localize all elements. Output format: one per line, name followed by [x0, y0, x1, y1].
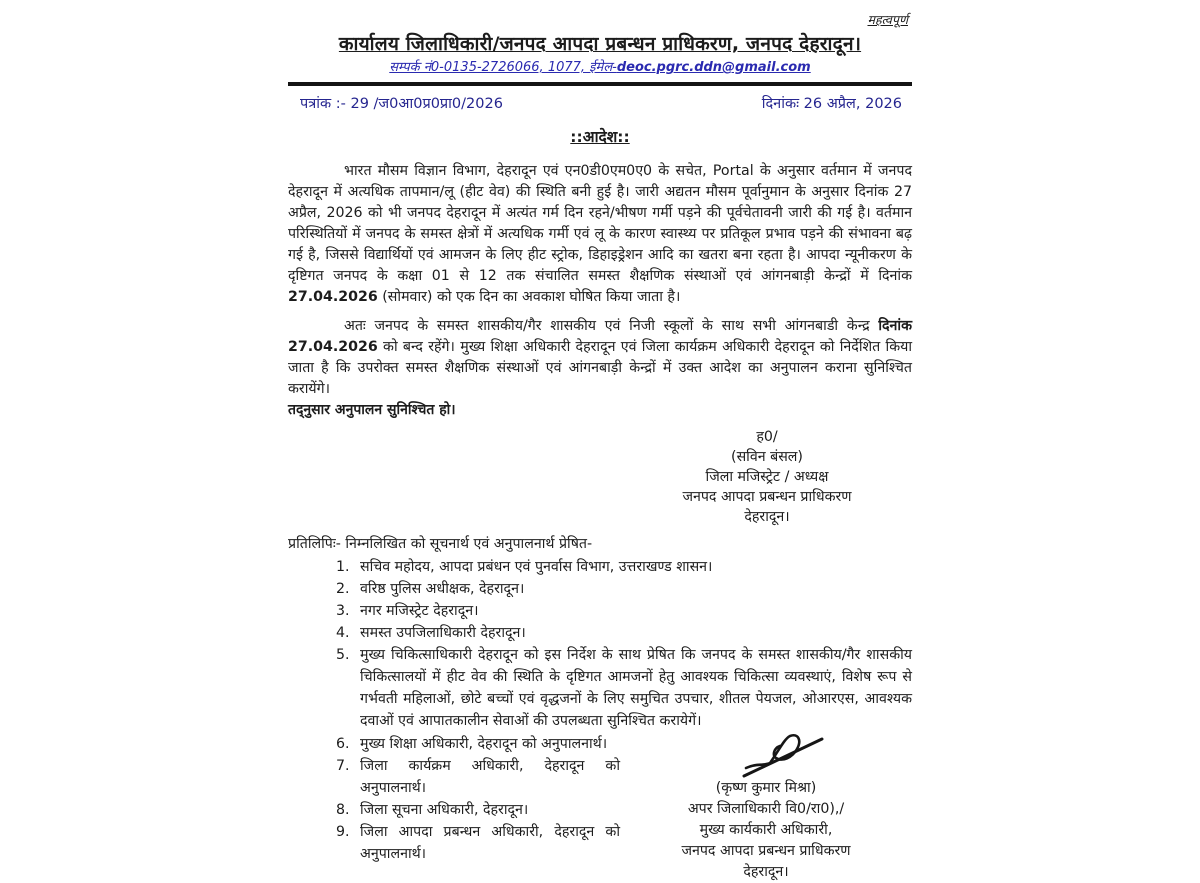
- bottom-section: [288, 732, 912, 883]
- signatory-designation: जिला मजिस्ट्रेट / अध्यक्ष: [705, 469, 829, 485]
- copy-item-text: वरिष्ठ पुलिस अधीक्षक, देहरादून।: [360, 581, 525, 597]
- copy-item-text: जिला सूचना अधिकारी, देहरादून।: [360, 802, 529, 818]
- copy-item-number: 4.: [336, 625, 350, 641]
- letter-number: पत्रांक :- 29 /ज0आ0प्र0प्रा0/2026: [300, 96, 503, 112]
- signatory-place: देहरादून।: [744, 509, 790, 525]
- copy-list-item: [288, 622, 912, 644]
- copies-heading: प्रतिलिपिः- निम्नलिखित को सूचनार्थ एवं अनुपालनार्थ प्रेषित-: [288, 536, 593, 552]
- office-title: कार्यालय जिलाधिकारी/जनपद आपदा प्रबन्धन प्राधिकरण, जनपद देहरादून।: [338, 33, 862, 55]
- official-order-document: [288, 0, 912, 883]
- signatory-place: देहरादून।: [743, 864, 789, 880]
- copy-list-item: [288, 821, 620, 865]
- order-paragraph-2: [288, 316, 912, 400]
- signature-block-dm: [624, 427, 910, 527]
- signed-abbreviation: ह0/: [756, 429, 778, 445]
- copy-list-item: [288, 600, 912, 622]
- copy-list: [288, 556, 912, 732]
- copy-item-text: सचिव महोदय, आपदा प्रबंधन एवं पुनर्वास विभाग, उत्तराखण्ड शासन।: [360, 559, 713, 575]
- order-heading: ::आदेश::: [570, 128, 630, 146]
- copy-item-number: 9.: [336, 824, 350, 840]
- copy-item-number: 1.: [336, 559, 350, 575]
- paragraph-text: अतः जनपद के समस्त शासकीय/गैर शासकीय एवं निजी स्कूलों के साथ सभी आंगनबाडी केन्द्र: [344, 318, 879, 334]
- holiday-date-bold: 27.04.2026: [288, 289, 378, 305]
- contact-line: [288, 59, 912, 77]
- signature-scribble-icon: [736, 726, 828, 782]
- copy-list-item: [288, 799, 620, 821]
- paragraph-text: (सोमवार) को एक दिन का अवकाश घोषित किया जाता है।: [377, 289, 681, 305]
- letter-date: दिनांकः 26 अप्रैल, 2026: [761, 96, 902, 112]
- compliance-note: तद्नुसार अनुपालन सुनिश्चित हो।: [288, 402, 456, 418]
- copy-item-text: समस्त उपजिलाधिकारी देहरादून।: [360, 625, 526, 641]
- copy-item-number: 2.: [336, 581, 350, 597]
- copy-list-item: [288, 644, 912, 732]
- signatory-name: (सविन बंसल): [731, 449, 803, 465]
- paragraph-text: भारत मौसम विज्ञान विभाग, देहरादून एवं एन0डी0एम0ए0 के सचेत, Portal के अनुसार वर्तमान में जनपद देहरादून में अत्यधिक तापमान/लू (हीट वेव) की स्थिति बनी हुई है। जारी अद्यतन मौसम पूर्वानुमान के अनुसार दिनांक 27 अप्रैल, 2026 को भी जनपद देहरादून में अत्यंत गर्म दिन रहने/भीषण गर्मी पड़ने की पूर्वचेतावनी जारी की गई है। वर्तमान परिस्थितियों में जनपद के समस्त क्षेत्रों में अत्यधिक गर्मी एवं लू के कारण स्वास्थ्य पर प्रतिकूल प्रभाव पड़ने की संभावना बढ़ गई है, जिससे विद्यार्थियों एवं आमजन के लिए हीट स्ट्रोक, डिहाइड्रेशन आदि का खतरा बना रहता है। आपदा न्यूनीकरण के दृष्टिगत जनपद के कक्षा 01 से 12 तक संचालित समस्त शैक्षणिक संस्थाओं एवं आंगनबाड़ी केन्द्रों में दिनांक: [288, 163, 912, 284]
- copy-list-item: [288, 733, 620, 755]
- email-link[interactable]: deoc.pgrc.ddn@gmail.com: [616, 60, 811, 75]
- copy-item-text: जिला आपदा प्रबन्धन अधिकारी, देहरादून को अनुपालनार्थ।: [360, 824, 620, 862]
- copy-item-text: नगर मजिस्ट्रेट देहरादून।: [360, 603, 479, 619]
- copy-list-item: [288, 578, 912, 600]
- copy-item-text: मुख्य शिक्षा अधिकारी, देहरादून को अनुपालनार्थ।: [360, 736, 608, 752]
- header-divider-rule: [288, 82, 912, 86]
- copy-item-number: 7.: [336, 758, 350, 774]
- copy-item-number: 8.: [336, 802, 350, 818]
- reference-row: [288, 94, 912, 115]
- copy-list-continued: [288, 733, 620, 865]
- contact-phone-text: सम्पर्क नं0-0135-2726066, 1077, ईमेल-: [389, 60, 617, 75]
- closure-date-bold: दिनांक 27.04.2026: [288, 318, 912, 355]
- signatory-organisation: जनपद आपदा प्रबन्धन प्राधिकरण: [682, 489, 852, 505]
- signatory-organisation: जनपद आपदा प्रबन्धन प्राधिकरण: [681, 843, 851, 859]
- copy-item-number: 3.: [336, 603, 350, 619]
- order-paragraph-1: [288, 161, 912, 308]
- copy-item-text: मुख्य चिकित्साधिकारी देहरादून को इस निर्देश के साथ प्रेषित कि जनपद के समस्त शासकीय/गैर शासकीय चिकित्सालयों में हीट वेव की स्थिति के दृष्टिगत आमजनों हेतु आवश्यक चिकित्सा व्यवस्थाएं, विशेष रूप से गर्भवती महिलाओं, छोटे बच्चों एवं वृद्धजनों के लिए समुचित उपचार, शीतल पेयजल, ओआरएस, आवश्यक दवाओं एवं आपातकालीन सेवाओं की उपलब्धता सुनिश्चित करायेगें।: [360, 647, 912, 729]
- copy-item-number: 5.: [336, 647, 350, 663]
- copy-list-item: [288, 556, 912, 578]
- copy-item-number: 6.: [336, 736, 350, 752]
- signatory-name: (कृष्ण कुमार मिश्रा): [715, 780, 817, 796]
- copy-list-item: [288, 755, 620, 799]
- paragraph-text: को बन्द रहेंगे। मुख्य शिक्षा अधिकारी देहरादून एवं जिला कार्यक्रम अधिकारी देहरादून को निर्देशित किया जाता है कि उपरोक्त समस्त शैक्षणिक संस्थाओं एवं आंगनबाड़ी केन्द्रों में उक्त आदेश का अनुपालन कराना सुनिश्चित करायेंगे।: [288, 339, 912, 397]
- signatory-designation-2: मुख्य कार्यकारी अधिकारी,: [699, 822, 833, 838]
- signature-block-ceo: [620, 726, 912, 883]
- important-note: महत्वपूर्ण: [867, 12, 908, 27]
- signatory-designation: अपर जिलाधिकारी वि0/रा0),/: [687, 801, 845, 817]
- copy-item-text: जिला कार्यक्रम अधिकारी, देहरादून को अनुपालनार्थ।: [360, 758, 620, 796]
